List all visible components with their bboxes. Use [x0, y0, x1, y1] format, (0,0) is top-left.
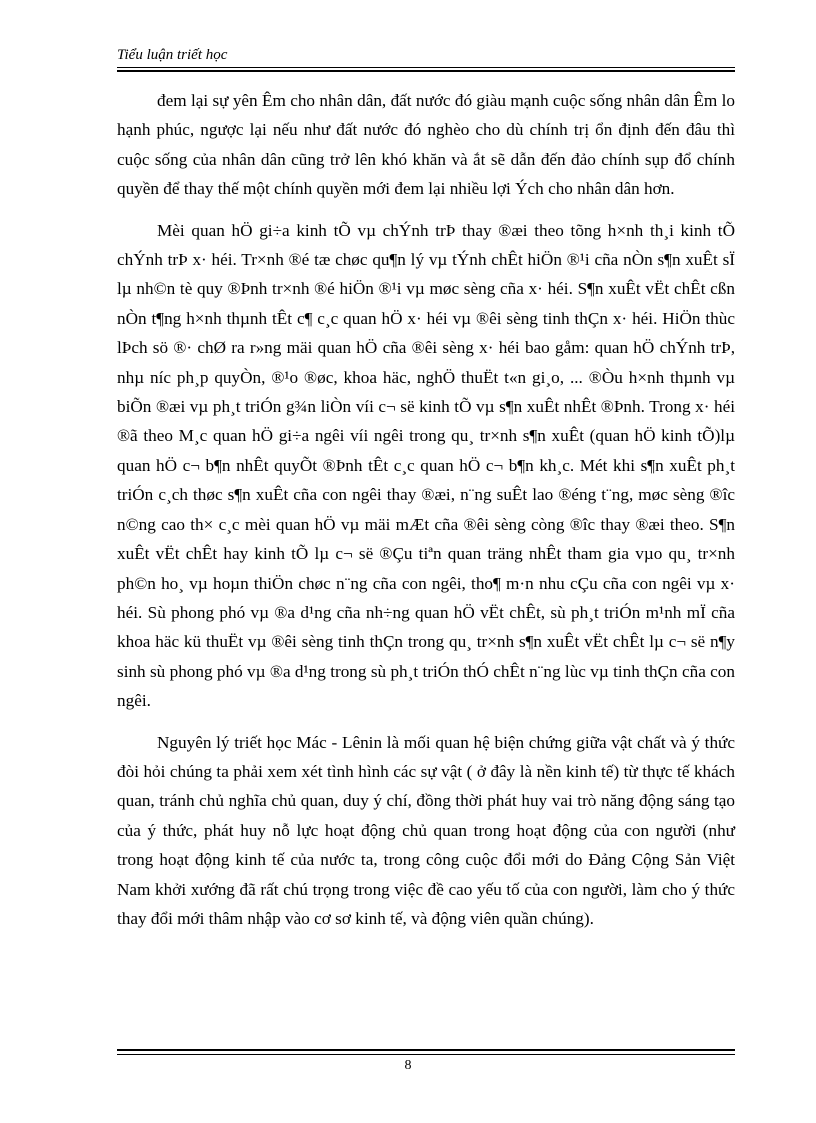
header-rule-top	[117, 67, 735, 68]
page-number: 8	[404, 1058, 412, 1073]
paragraph-1: đem lại sự yên Êm cho nhân dân, đất nước đó giàu mạnh cuộc sống nhân dân Êm lo hạnh phúc, ngược lại nếu như đất nước đó nghèo cho dù chính trị ổn định đến đâu thì cuộc sống của nhân dân cũng trở lên khó khăn và ắt sẽ dẫn đến đảo chính sụp đổ chính quyền để thay thế một chính quyền mới đem lại nhiều lợi Ých cho nhân dân hơn.	[117, 91, 735, 199]
footer-rule-bottom	[117, 1054, 735, 1055]
document-body	[117, 86, 735, 945]
paragraph-3: Nguyên lý triết học Mác - Lênin là mối quan hệ biện chứng giữa vật chất và ý thức đòi hỏi chúng ta phải xem xét tình hình các sự vật ( ở đây là nền kinh tế) từ thực tế khách quan, tránh chủ nghĩa chủ quan, duy ý chí, đồng thời phát huy vai trò năng động sáng tạo của ý thức, phát huy nỗ lực hoạt động chủ quan trong hoạt động của con người (như trong hoạt động kinh tế của nước ta, trong công cuộc đổi mới do Đảng Cộng Sản Việt Nam khởi xướng đã rất chú trọng trong việc đề cao yếu tố của con người, làm cho ý thức thay đổi mới thâm nhập vào cơ sơ kinh tế, và động viên quần chúng).	[117, 732, 735, 928]
footer-rule-top	[117, 1049, 735, 1051]
header-rule-bottom	[117, 70, 735, 72]
paragraph-2: Mèi quan hÖ gi÷a kinh tÕ vµ chÝnh trÞ thay ®æi theo tõng h×nh th¸i kinh tÕ chÝnh trÞ x· héi. Tr×nh ®é tæ chøc qu¶n lý vµ tÝnh chÊt hiÖn ®¹i cña nÒn s¶n xuÊt sÏ lµ nh©n tè quy ®Þnh tr×nh ®é hiÖn ®¹i vµ møc sèng cña x· héi. S¶n xuÊt vËt chÊt cßn nÒn t¶ng h×nh thµnh tÊt c¶ c¸c quan hÖ x· héi vµ ®êi sèng tinh thÇn x· héi. HiÖn thùc lÞch sö ®· chØ ra r»ng mäi quan hÖ cña ®êi sèng x· héi bao gåm: quan hÖ chÝnh trÞ, nhµ níc ph¸p quyÒn, ®¹o ®øc, khoa häc, nghÖ thuËt t«n gi¸o, ... ®Òu h×nh thµnh vµ biÕn ®æi vµ ph¸t triÓn g¾n liÒn víi c¬ së kinh tÕ vµ s¶n xuÊt nhÊt ®Þnh. Trong x· héi ®ã theo M¸c quan hÖ gi÷a ngêi víi ngêi trong qu¸ tr×nh s¶n xuÊt (quan hÖ kinh tÕ)lµ quan hÖ c¬ b¶n nhÊt quyÕt ®Þnh tÊt c¸c quan hÖ c¬ b¶n kh¸c. Mét khi s¶n xuÊt ph¸t triÓn c¸ch thøc s¶n xuÊt cña con ngêi thay ®æi, n¨ng suÊt lao ®éng t¨ng, møc sèng ®îc n©ng cao th× c¸c mèi quan hÖ vµ mäi mÆt cña ®êi sèng còng ®îc thay ®æi theo. S¶n xuÊt vËt chÊt hay kinh tÕ lµ c¬ së ®Çu tiªn quan träng nhÊt tham gia vµo qu¸ tr×nh ph©n ho¸ vµ hoµn thiÖn chøc n¨ng cña con ngêi, tho¶ m·n nhu cÇu cña con ngêi vµ x· héi. Sù phong phó vµ ®a d¹ng cña nh÷ng quan hÖ vËt chÊt, sù ph¸t triÓn m¹nh mÏ cña khoa häc kü thuËt vµ ®êi sèng tinh thÇn trong qu¸ tr×nh s¶n xuÊt vËt chÊt lµ c¬ së n¶y sinh sù phong phó vµ ®a d¹ng trong sù ph¸t triÓn thÓ chÊt n¨ng lùc vµ tinh thÇn cña con ngêi.	[117, 220, 735, 711]
page-header-title: Tiểu luận triết học	[117, 47, 228, 63]
